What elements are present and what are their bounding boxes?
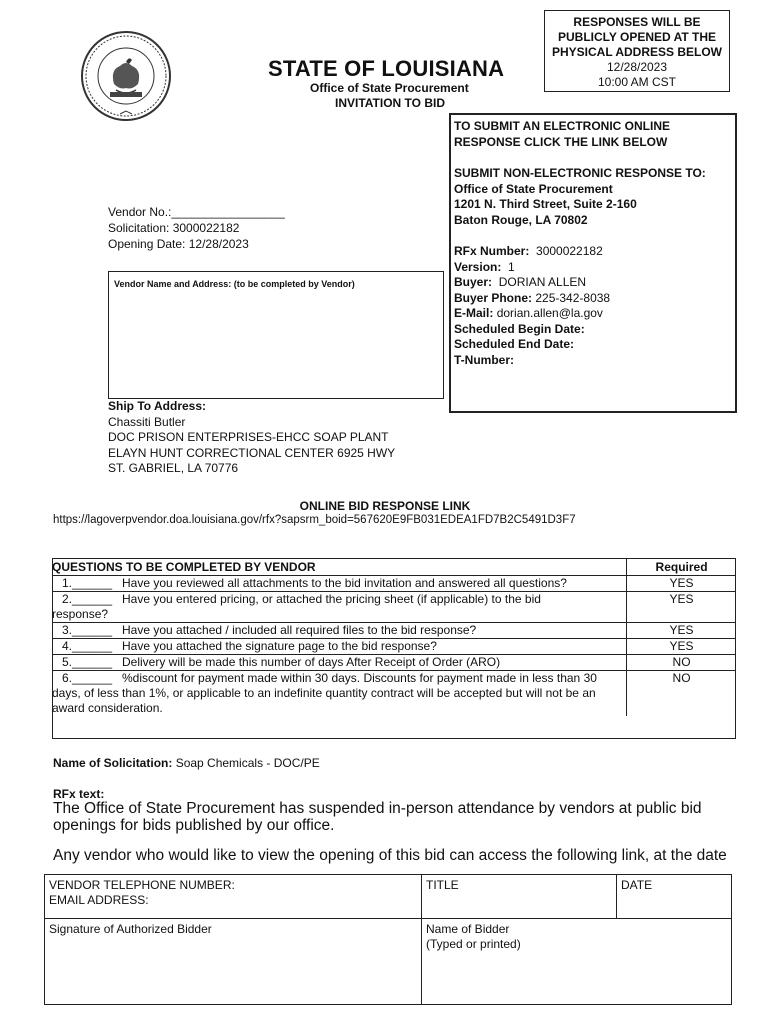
table-row	[52, 639, 736, 655]
ship-to-line-4: ST. GABRIEL, LA 70776	[108, 461, 239, 475]
questions-header-row	[52, 558, 736, 576]
required-value: NO	[627, 655, 736, 671]
table-row	[52, 623, 736, 639]
bidder-name-label: Name of Bidder	[426, 922, 510, 936]
address-line-1: Office of State Procurement	[454, 181, 613, 196]
question-text-cont: response?	[52, 607, 109, 621]
question-text-cont: days, of less than 1%, or applicable to an indefinite quantity contract will be accepted but will not be an award consideration.	[52, 686, 596, 715]
vendor-contact-field[interactable]	[45, 875, 422, 919]
ship-to-line-3: ELAYN HUNT CORRECTIONAL CENTER 6925 HWY	[108, 445, 396, 460]
questions-table	[52, 558, 736, 716]
buyer-phone-row: Buyer Phone: 225-342-8038	[454, 290, 611, 305]
public-opening-notice	[544, 10, 730, 92]
title-field[interactable]	[422, 875, 617, 919]
end-date-label: Scheduled End Date:	[454, 337, 575, 351]
question-text: Have you entered pricing, or attached the pricing sheet (if applicable) to the bid	[122, 592, 541, 606]
online-bid-link[interactable]: https://lagoverpvendor.doa.louisiana.gov/rfx?sapsrm_boid=567620E9FB031EDEA1FD7B2C5491D3F7	[53, 514, 576, 526]
ship-to-line-2: DOC PRISON ENTERPRISES-EHCC SOAP PLANT	[108, 430, 389, 444]
vendor-name-address-label: Vendor Name and Address: (to be completed by Vendor)	[114, 279, 355, 289]
rfx-text-paragraph-2: Any vendor who would like to view the opening of this bid can access the following link, at the date	[53, 847, 727, 864]
address-line-3: Baton Rouge, LA 70802	[454, 212, 588, 227]
question-text: Have you attached the signature page to the bid response?	[122, 639, 437, 653]
date-field[interactable]	[617, 875, 732, 919]
questions-header: QUESTIONS TO BE COMPLETED BY VENDOR	[52, 558, 627, 576]
vendor-phone-label: VENDOR TELEPHONE NUMBER:	[49, 878, 235, 892]
question-text: %discount for payment made within 30 days. Discounts for payment made in less than 30	[122, 671, 597, 685]
rfx-text-label: RFx text:	[53, 787, 105, 801]
submission-info-box	[449, 113, 737, 413]
vendor-name-address-field[interactable]	[108, 271, 444, 399]
required-value: YES	[627, 639, 736, 655]
ship-to-line-1: Chassiti Butler	[108, 414, 186, 429]
signature-label: Signature of Authorized Bidder	[49, 922, 212, 936]
buyer-row: Buyer: DORIAN ALLEN	[454, 275, 587, 289]
notice-line-2: PUBLICLY OPENED AT THE	[557, 30, 717, 44]
version: 1	[508, 259, 515, 274]
question-text: Have you attached / included all required files to the bid response?	[122, 623, 477, 637]
page-title: STATE OF LOUISIANA	[268, 56, 505, 81]
vendor-block	[108, 204, 285, 252]
buyer-phone: 225-342-8038	[535, 290, 611, 305]
required-value: YES	[627, 576, 736, 592]
question-number[interactable]: 4.______	[62, 639, 113, 653]
table-row	[52, 671, 736, 717]
rfx-number: 3000022182	[536, 244, 603, 258]
buyer-email: dorian.allen@la.gov	[496, 306, 603, 320]
notice-time: 10:00 AM CST	[597, 75, 677, 89]
solicitation-number: Solicitation: 3000022182	[108, 221, 240, 235]
required-value: YES	[627, 592, 736, 623]
opening-date: Opening Date: 12/28/2023	[108, 237, 249, 251]
ship-to-address	[108, 399, 395, 477]
notice-date: 12/28/2023	[606, 60, 668, 74]
rfx-text-paragraph-1: The Office of State Procurement has suspended in-person attendance by vendors at public bid openings for bids published by our office.	[53, 800, 702, 834]
question-number[interactable]: 1.______	[62, 576, 113, 590]
question-number[interactable]: 6.______	[62, 671, 113, 685]
question-number[interactable]: 3.______	[62, 623, 113, 637]
electronic-line-2: RESPONSE CLICK THE LINK BELOW	[454, 134, 668, 149]
nonelectronic-label: SUBMIT NON-ELECTRONIC RESPONSE TO:	[454, 166, 706, 180]
email-row: E-Mail: dorian.allen@la.gov	[454, 306, 603, 320]
buyer: DORIAN ALLEN	[498, 275, 587, 289]
table-row	[52, 592, 736, 623]
question-number[interactable]: 5.______	[62, 655, 113, 669]
title-label: TITLE	[426, 878, 459, 892]
question-number[interactable]: 2.______	[62, 592, 113, 606]
vendor-email-label: EMAIL ADDRESS:	[49, 893, 149, 907]
notice-line-3: PHYSICAL ADDRESS BELOW	[551, 45, 722, 59]
bidder-name-field[interactable]	[422, 919, 732, 1005]
required-value: YES	[627, 623, 736, 639]
address-line-2: 1201 N. Third Street, Suite 2-160	[454, 197, 637, 211]
office-subtitle: Office of State Procurement	[310, 81, 469, 95]
ship-to-label: Ship To Address:	[108, 399, 207, 413]
signature-table	[44, 874, 732, 1005]
table-row	[52, 655, 736, 671]
bidder-name-note: (Typed or printed)	[426, 937, 521, 951]
state-seal-icon	[80, 30, 172, 122]
notice-line-1: RESPONSES WILL BE	[573, 15, 701, 29]
invitation-subtitle: INVITATION TO BID	[335, 96, 445, 110]
signature-field[interactable]	[45, 919, 422, 1005]
t-number-label: T-Number:	[454, 352, 514, 367]
solicitation-name	[53, 756, 320, 770]
vendor-no: Vendor No.:_________________	[108, 205, 285, 219]
date-label: DATE	[621, 878, 653, 892]
question-text: Have you reviewed all attachments to the bid invitation and answered all questions?	[122, 576, 567, 590]
solicitation-name-value: Soap Chemicals - DOC/PE	[175, 756, 320, 770]
required-value: NO	[672, 671, 691, 685]
version-row: Version: 1	[454, 259, 515, 274]
online-link-title: ONLINE BID RESPONSE LINK	[299, 499, 471, 513]
electronic-line-1: TO SUBMIT AN ELECTRONIC ONLINE	[454, 119, 670, 133]
rfx-number-row: RFx Number: 3000022182	[454, 244, 603, 258]
question-text: Delivery will be made this number of days After Receipt of Order (ARO)	[122, 655, 501, 669]
table-row	[52, 576, 736, 592]
begin-date-label: Scheduled Begin Date:	[454, 321, 585, 336]
solicitation-name-label: Name of Solicitation:	[53, 756, 173, 770]
required-header: Required	[627, 558, 736, 576]
